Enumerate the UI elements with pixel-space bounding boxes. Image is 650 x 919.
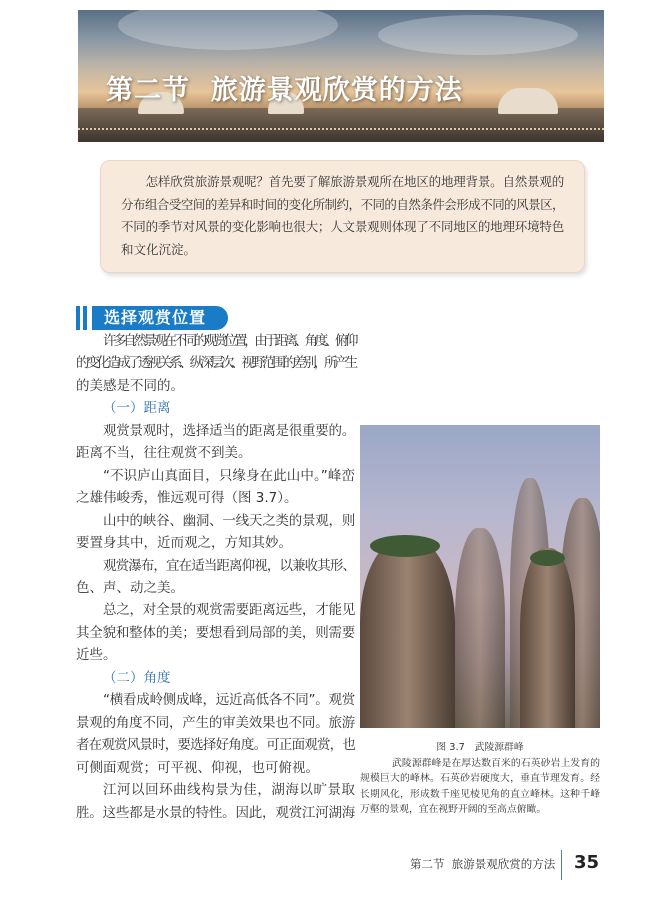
paragraph-line: 胜。这些都是水景的特性。因此，观赏江河湖海 bbox=[76, 804, 355, 821]
figure-title: 图 3.7 武陵源群峰 bbox=[436, 742, 524, 753]
section-title: 选择观赏位置 bbox=[92, 306, 228, 330]
yurt-image bbox=[498, 88, 558, 114]
paragraph-line: 山中的峡谷、幽洞、一线天之类的景观，则 bbox=[103, 512, 355, 529]
body-text bbox=[76, 330, 355, 824]
tree bbox=[530, 550, 565, 566]
paragraph-line: 者在观赏风景时，要选择好角度。可正面观赏，也 bbox=[76, 737, 355, 754]
intro-line: 分布组合受空间的差异和时间的变化所制约，不同的自然条件会形成不同的风景区， bbox=[121, 196, 564, 212]
figure-caption bbox=[360, 740, 600, 818]
wulingyuan-peaks-photo bbox=[360, 425, 600, 728]
chapter-banner bbox=[78, 10, 604, 142]
paragraph-line: 总之，对全景的观赏需要距离远些，才能见 bbox=[103, 602, 355, 619]
peak bbox=[455, 528, 505, 728]
caption-line: 规模巨大的峰林。石英砂岩硬度大，垂直节理发育。经 bbox=[360, 773, 600, 784]
caption-line: 万壑的景观，宜在视野开阔的至高点俯瞰。 bbox=[360, 804, 547, 815]
paragraph-line: 近些。 bbox=[76, 647, 117, 664]
intro-line: 和文化沉淀。 bbox=[121, 241, 197, 257]
heading-bar bbox=[83, 306, 87, 330]
caption-line: 武陵源群峰是在厚达数百米的石英砂岩上发育的 bbox=[392, 757, 600, 769]
intro-line: 不同的季节对风景的变化影响也很大；人文景观则体现了不同地区的地理环境特色 bbox=[121, 219, 564, 234]
paragraph-line: 的美感是不同的。 bbox=[76, 377, 184, 394]
paragraph-line: 观赏瀑布，宜在适当距离仰视，以兼收其形、 bbox=[103, 557, 355, 574]
paragraph-line: 色、声、动之美。 bbox=[76, 579, 184, 596]
caption-line: 长期风化，形成数千座见棱见角的直立峰林。这种千峰 bbox=[360, 788, 600, 800]
peak bbox=[360, 538, 455, 728]
heading-bar bbox=[76, 306, 80, 330]
peak bbox=[520, 548, 575, 728]
paragraph-line: 之雄伟峻秀，惟远观可得（图 3.7）。 bbox=[76, 490, 298, 507]
footer-divider bbox=[561, 850, 562, 880]
banner-cloud bbox=[118, 10, 338, 50]
page-title: 第二节 旅游景观欣赏的方法 bbox=[106, 75, 463, 106]
tree bbox=[370, 535, 440, 557]
paragraph-line: 景观的角度不同，产生的审美效果也不同。旅游 bbox=[76, 714, 355, 731]
paragraph-line: 其全貌和整体的美；要想看到局部的美，则需要 bbox=[76, 624, 355, 641]
paragraph-line: 江河以回环曲线构景为佳，湖海以旷景取 bbox=[103, 782, 355, 799]
footer-section-title: 第二节 旅游景观欣赏的方法 bbox=[410, 857, 556, 871]
page-number: 35 bbox=[574, 852, 600, 873]
subheading: （一）距离 bbox=[103, 400, 171, 417]
subheading: （二）角度 bbox=[103, 669, 171, 686]
intro-box bbox=[100, 160, 585, 273]
paragraph-line: 观赏景观时，选择适当的距离是很重要的。 bbox=[103, 422, 355, 439]
paragraph-line: “不识庐山真面目，只缘身在此山中。”峰峦 bbox=[103, 467, 355, 484]
page-footer bbox=[0, 850, 650, 880]
paragraph-line: 要置身其中，近而观之，方知其妙。 bbox=[76, 535, 292, 552]
banner-dotted-line bbox=[78, 128, 604, 130]
paragraph-line: 距离不当，往往观赏不到美。 bbox=[76, 445, 252, 462]
paragraph-line: “横看成岭侧成峰，远近高低各不同”。观赏 bbox=[103, 692, 355, 709]
section-heading bbox=[76, 306, 228, 330]
paragraph-line: 可侧面观赏；可平视、仰视，也可俯视。 bbox=[76, 759, 319, 776]
intro-line: 怎样欣赏旅游景观呢？首先要了解旅游景观所在地区的地理背景。自然景观的 bbox=[121, 174, 564, 189]
banner-cloud bbox=[378, 15, 578, 55]
paragraph-line: 的变化造成了透视关系、纵深层次、视野范围的差别，所产生 bbox=[76, 355, 355, 372]
paragraph-line: 许多自然景观在不同的观赏位置，由于距离、角度、俯仰 bbox=[103, 333, 355, 349]
